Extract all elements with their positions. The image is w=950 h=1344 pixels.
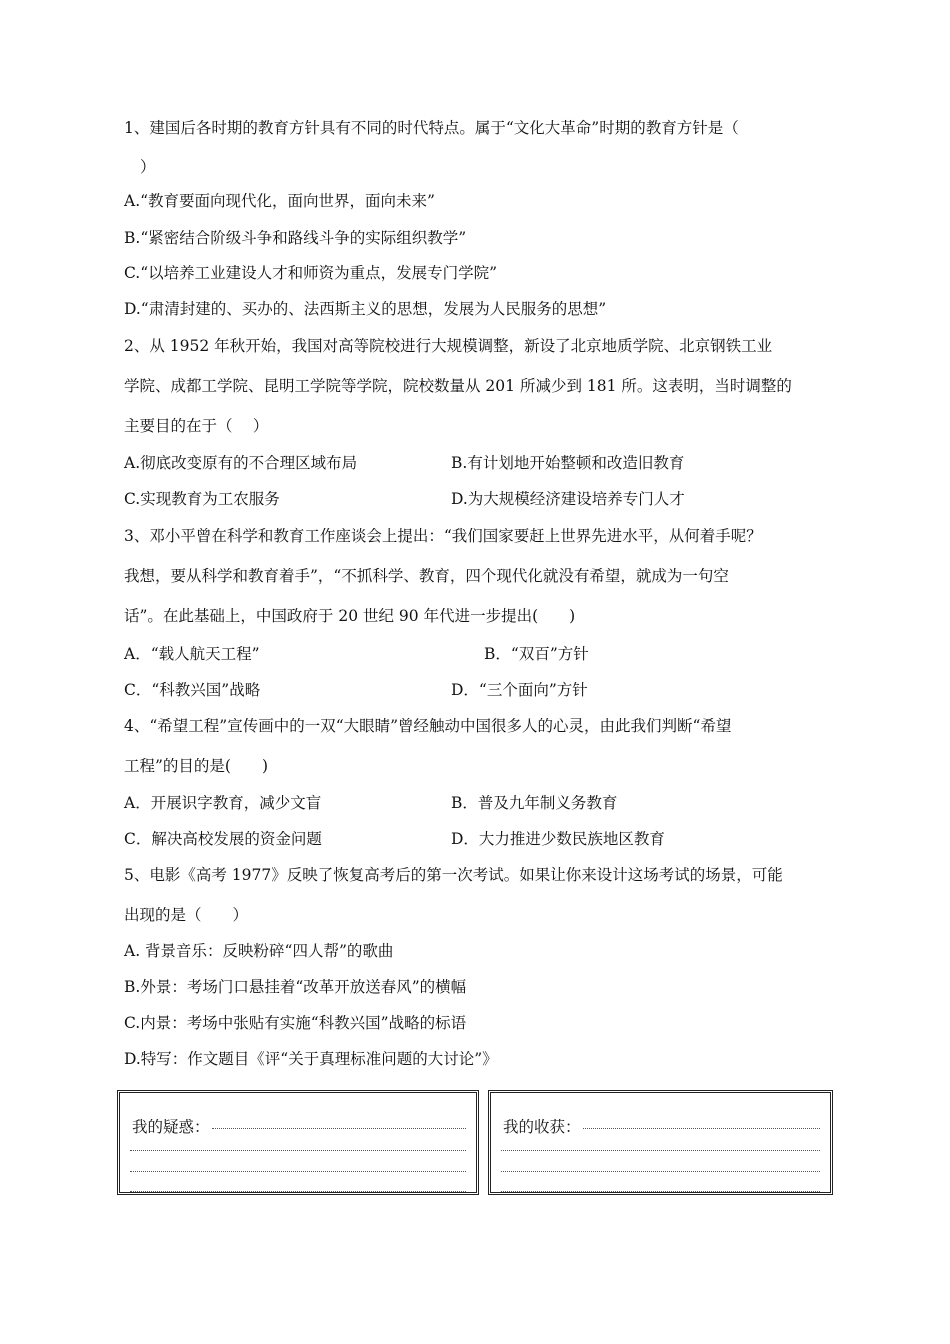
q1-option-c: C.“以培养工业建设人才和师资为重点，发展专门学院” bbox=[124, 264, 498, 282]
q2-option-d: D.为大规模经济建设培养专门人才 bbox=[451, 490, 685, 508]
q1-option-a: A.“教育要面向现代化，面向世界，面向未来” bbox=[124, 192, 435, 210]
gains-line-3[interactable] bbox=[501, 1171, 820, 1172]
q2-option-a: A.彻底改变原有的不合理区域布局 bbox=[124, 454, 358, 472]
doubts-line-3[interactable] bbox=[130, 1171, 466, 1172]
q4-stem-line2: 工程”的目的是( ) bbox=[124, 757, 269, 775]
q4-option-b: B．普及九年制义务教育 bbox=[451, 794, 618, 812]
gains-box[interactable] bbox=[488, 1090, 833, 1195]
q4-stem-line1: 4、“希望工程”宣传画中的一双“大眼睛”曾经触动中国很多人的心灵，由此我们判断“希望 bbox=[124, 717, 732, 735]
q4-option-c: C．解决高校发展的资金问题 bbox=[124, 830, 322, 848]
q2-stem-line2: 学院、成都工学院、昆明工学院等学院，院校数量从 201 所减少到 181 所。这表明，当时调整的 bbox=[124, 377, 792, 395]
q1-option-b: B.“紧密结合阶级斗争和路线斗争的实际组织教学” bbox=[124, 229, 467, 247]
q4-option-a: A．开展识字教育，减少文盲 bbox=[124, 794, 322, 812]
q3-option-c: C．“科教兴国”战略 bbox=[124, 681, 261, 699]
doubts-line-2[interactable] bbox=[130, 1150, 466, 1151]
q1-stem-line2: ） bbox=[140, 158, 156, 176]
q4-option-d: D．大力推进少数民族地区教育 bbox=[451, 830, 665, 848]
q5-option-c: C.内景：考场中张贴有实施“科教兴国”战略的标语 bbox=[124, 1014, 467, 1032]
q2-option-c: C.实现教育为工农服务 bbox=[124, 490, 280, 508]
q5-stem-line1: 5、电影《高考 1977》反映了恢复高考后的第一次考试。如果让你来设计这场考试的场景，可能 bbox=[124, 866, 783, 884]
gains-line-2[interactable] bbox=[501, 1150, 820, 1151]
q2-stem-line3: 主要目的在于（ ） bbox=[124, 417, 269, 435]
q3-option-a: A．“载人航天工程” bbox=[124, 645, 260, 663]
gains-label: 我的收获： bbox=[503, 1118, 581, 1136]
gains-line-1[interactable] bbox=[583, 1128, 820, 1129]
q3-stem-line3: 话”。在此基础上，中国政府于 20 世纪 90 年代进一步提出( ) bbox=[124, 607, 576, 625]
q3-stem-line1: 3、邓小平曾在科学和教育工作座谈会上提出：“我们国家要赶上世界先进水平，从何着手呢？ bbox=[124, 527, 762, 545]
doubts-label: 我的疑惑： bbox=[132, 1118, 210, 1136]
q5-option-d: D.特写：作文题目《评“关于真理标准问题的大讨论”》 bbox=[124, 1050, 498, 1068]
q3-option-b: B．“双百”方针 bbox=[484, 645, 589, 663]
q5-option-a: A. 背景音乐：反映粉碎“四人帮”的歌曲 bbox=[124, 942, 394, 960]
q3-stem-line2: 我想，要从科学和教育着手”，“不抓科学、教育，四个现代化就没有希望，就成为一句空 bbox=[124, 567, 729, 585]
q2-option-b: B.有计划地开始整顿和改造旧教育 bbox=[451, 454, 685, 472]
q3-option-d: D．“三个面向”方针 bbox=[451, 681, 588, 699]
q2-stem-line1: 2、从 1952 年秋开始，我国对高等院校进行大规模调整，新设了北京地质学院、北京钢铁工业 bbox=[124, 337, 773, 355]
gains-line-4[interactable] bbox=[501, 1191, 820, 1192]
q1-stem-line1: 1、建国后各时期的教育方针具有不同的时代特点。属于“文化大革命”时期的教育方针是（ bbox=[124, 119, 739, 137]
q5-option-b: B.外景：考场门口悬挂着“改革开放送春风”的横幅 bbox=[124, 978, 467, 996]
doubts-line-1[interactable] bbox=[212, 1128, 466, 1129]
doubts-line-4[interactable] bbox=[130, 1191, 466, 1192]
q1-option-d: D.“肃清封建的、买办的、法西斯主义的思想，发展为人民服务的思想” bbox=[124, 300, 607, 318]
q5-stem-line2: 出现的是（ ） bbox=[124, 906, 249, 924]
doubts-box[interactable] bbox=[117, 1090, 479, 1195]
